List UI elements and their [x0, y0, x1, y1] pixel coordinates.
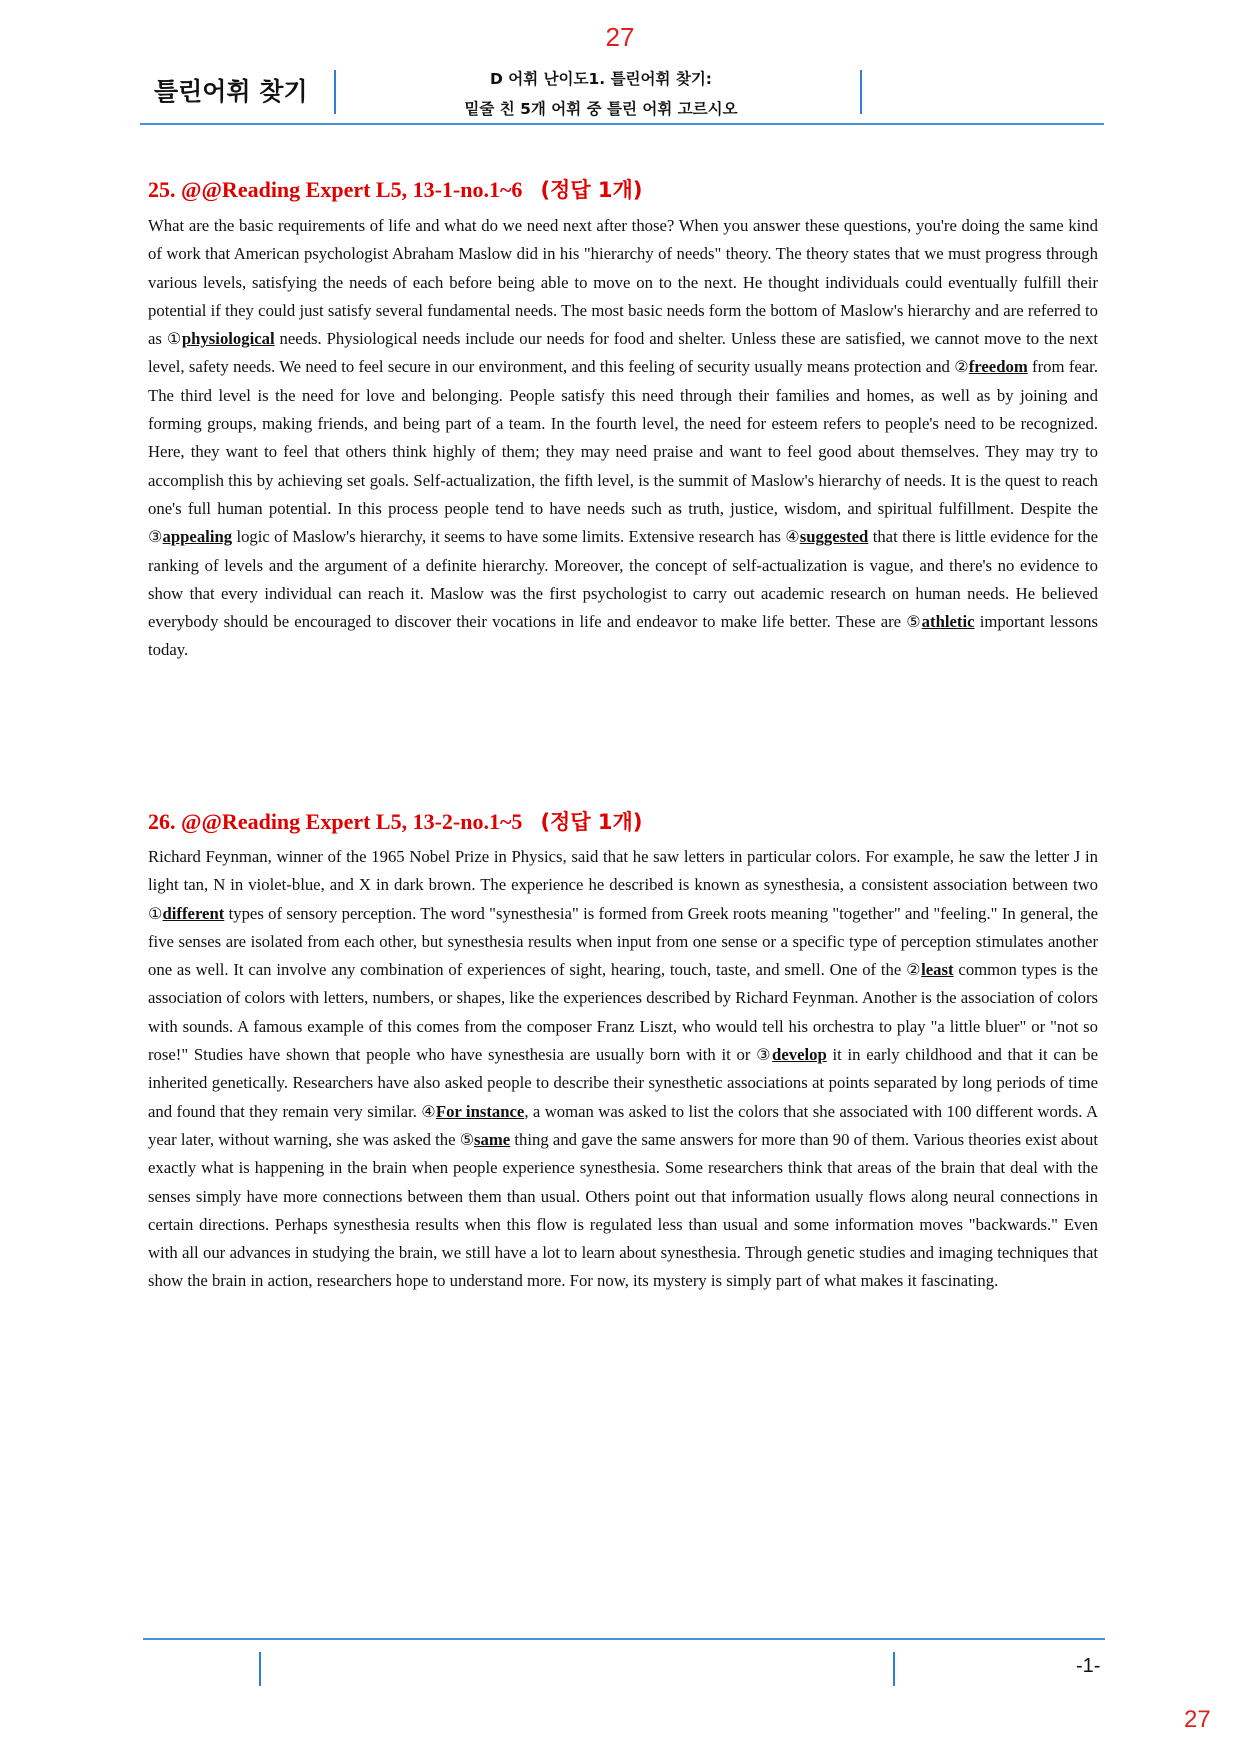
header-rule	[140, 123, 1104, 125]
header-desc-line1: D 어휘 난이도1. 틀린어휘 찾기:	[489, 70, 713, 88]
choice-number-2: ②	[906, 960, 922, 980]
question-25-title	[148, 174, 642, 204]
passage-text: needs. Physiological needs include our needs for food and shelter. Unless these are satisfied, we cannot move to the next level, safety needs. We need to feel secure in our environment, and this feeling of security usually means protection and	[148, 329, 1099, 377]
passage-text: important lessons today.	[148, 612, 1099, 660]
question-26-heading: 26. @@Reading Expert L5, 13-2-no.1~5	[148, 809, 523, 834]
underlined-word-4: suggested	[799, 527, 869, 547]
underlined-word-5: athletic	[921, 612, 975, 632]
underlined-word-2: freedom	[968, 357, 1028, 377]
passage-text: , a woman was asked to list the colors that she associated with 100 different words. A year later, without warning, she was asked the	[148, 1101, 1098, 1149]
header-desc-line2: 밑줄 친 5개 어휘 중 틀린 어휘 고르시오	[464, 100, 738, 118]
footer-divider-right	[893, 1652, 895, 1686]
passage-text: thing and gave the same answers for more than 90 of them. Various theories exist about exactly what is happening in the brain when people experience synesthesia. Some researchers think that areas of the brain that deal with the senses simply have more connections between them than usual. Others point out that information usually flows along neural connections in certain directions. Perhaps synesthesia results when this flow is regulated less than usual and some information moves "backwards." Even with all our advances in studying the brain, we still have a lot to learn about synesthesia. Through genetic studies and imaging techniques that show the brain in action, researchers hope to understand more. For now, its mystery is simply part of what makes it fascinating.	[148, 1129, 1099, 1291]
underlined-word-2: least	[921, 960, 954, 980]
question-26-answer-note: (정답 1개)	[540, 810, 643, 834]
choice-number-3: ③	[756, 1045, 773, 1065]
choice-number-5: ⑤	[459, 1129, 475, 1149]
underlined-word-5: same	[474, 1129, 511, 1149]
passage-text: that there is little evidence for the ranking of levels and the argument of a definite hierarchy. Moreover, the concept of self-actualization is vague, and there's no evidence to show that every individual can reach it. Maslow was the first psychologist to carry out academic research on human needs. He believed everybody should be encouraged to discover their vocations in life and endeavor to make life better. These are	[148, 527, 1099, 632]
question-26-passage	[148, 843, 1098, 1296]
passage-text: Richard Feynman, winner of the 1965 Nobel Prize in Physics, said that he saw letters in particular colors. For example, he saw the letter J in light tan, N in violet-blue, and X in dark brown. The experience he described is known as synesthesia, a consistent association between two	[148, 847, 1098, 895]
question-25-passage	[148, 212, 1098, 665]
underlined-word-1: different	[162, 903, 225, 923]
passage-text: logic of Maslow's hierarchy, it seems to have some limits. Extensive research has	[232, 527, 786, 547]
question-26-title	[148, 806, 642, 836]
passage-text: it in early childhood and that it can be inherited genetically. Researchers have also asked people to describe their synesthetic associations at points separated by long periods of time and found that they remain very similar.	[148, 1045, 1098, 1121]
underlined-word-1: physiological	[181, 329, 275, 349]
choice-number-4: ④	[785, 527, 800, 547]
page-number-bottom: 27	[1184, 1706, 1211, 1733]
choice-number-5: ⑤	[906, 612, 922, 632]
choice-number-2: ②	[954, 357, 969, 377]
header-divider-left	[334, 70, 336, 114]
question-25-answer-note: (정답 1개)	[540, 178, 643, 202]
footer-page-label: -1-	[1076, 1655, 1101, 1677]
choice-number-1: ①	[166, 329, 182, 349]
passage-text: common types is the association of colors with letters, numbers, or shapes, like the experiences described by Richard Feynman. Another is the association of colors with sounds. A famous example of this comes from the composer Franz Liszt, who would tell his orchestra to play "a little bluer" or "not so rose!" Studies have shown that people who have synesthesia are usually born with it or	[148, 960, 1099, 1065]
choice-number-4: ④	[421, 1101, 436, 1121]
footer-divider-left	[259, 1652, 261, 1686]
page-number-top: 27	[605, 22, 635, 52]
underlined-word-3: appealing	[162, 527, 233, 547]
passage-text: from fear. The third level is the need for love and belonging. People satisfy this need through their families and homes, as well as by joining and forming groups, making friends, and being part of a team. In the fourth level, the need for esteem refers to people's need to be recognized. Here, they want to feel that others think highly of them; they may need praise and want to feel good about themselves. They may try to accomplish this by achieving set goals. Self-actualization, the fifth level, is the summit of Maslow's hierarchy of needs. It is the quest to reach one's full human potential. In this process people tend to have needs such as truth, justice, wisdom, and spiritual fulfillment. Despite the	[148, 357, 1098, 518]
choice-number-3: ③	[148, 527, 163, 547]
question-25-heading: 25. @@Reading Expert L5, 13-1-no.1~6	[148, 177, 523, 202]
header-description	[340, 64, 862, 124]
underlined-word-3: develop	[772, 1045, 827, 1065]
choice-number-1: ①	[148, 903, 163, 923]
footer-rule	[143, 1638, 1105, 1640]
header-title: 틀린어휘 찾기	[154, 77, 308, 106]
passage-text: types of sensory perception. The word "synesthesia" is formed from Greek roots meaning "together" and "feeling." In general, the five senses are isolated from each other, but synesthesia results when input from one sense or a specific type of perception stimulates another one as well. It can involve any combination of experiences of sight, hearing, touch, taste, and smell. One of the	[148, 903, 1099, 980]
underlined-word-4: For instance	[435, 1101, 525, 1121]
passage-text: What are the basic requirements of life and what do we need next after those? When you answer these questions, you're doing the same kind of work that American psychologist Abraham Maslow did in his "hierarchy of needs" theory. The theory states that we must progress through various levels, satisfying the needs of each before being able to move on to the next. He thought individuals could eventually fulfill their potential if they could just satisfy several fundamental needs. The most basic needs form the bottom of Maslow's hierarchy and are referred to as	[148, 216, 1098, 349]
header-divider-right	[860, 70, 862, 114]
